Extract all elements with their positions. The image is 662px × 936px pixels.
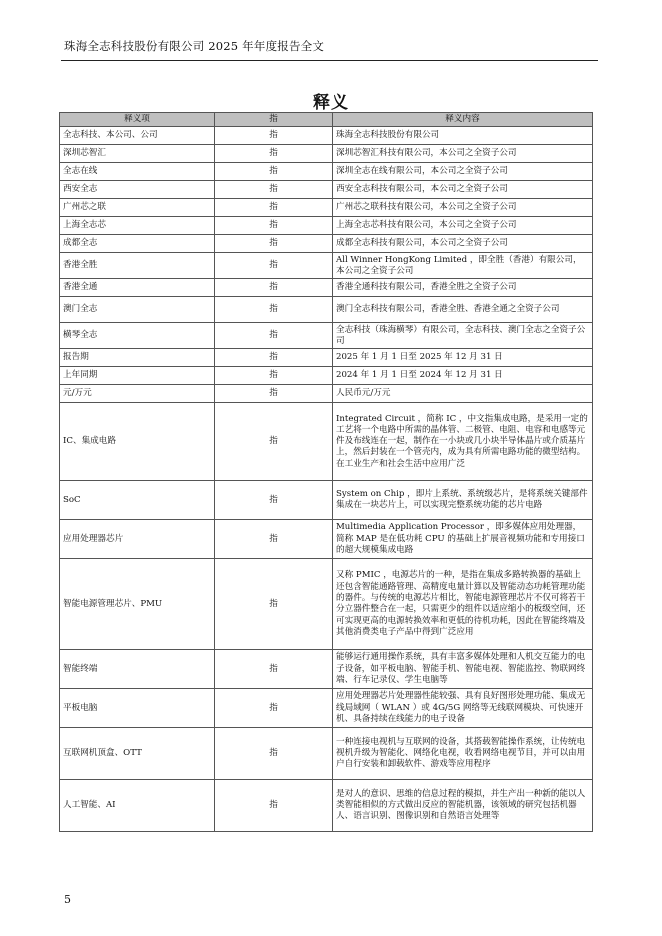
header-divider bbox=[61, 60, 598, 61]
term-cell: 智能终端 bbox=[60, 650, 215, 689]
refers-cell: 指 bbox=[215, 367, 333, 385]
term-cell: 深圳芯智汇 bbox=[60, 145, 215, 163]
header-refers: 指 bbox=[215, 113, 333, 127]
page-title: 释义 bbox=[313, 93, 349, 113]
table-row bbox=[60, 780, 593, 832]
table-row bbox=[60, 323, 593, 349]
definition-cell: 能够运行通用操作系统，具有丰富多媒体处理和人机交互能力的电子设备，如平板电脑、智能手机、智能电视、智能监控、物联网终端、行车记录仪、学生电脑等 bbox=[333, 650, 593, 689]
definition-cell: Integrated Circuit ，简称 IC ，中文指集成电路，是采用一定的工艺将一个电路中所需的晶体管、二极管、电阻、电容和电感等元件及布线连在一起，制作在一小块或几小块半导体晶片或介质基片上，然后封装在一个管壳内，成为具有所需电路功能的微型结构。在工业生产和社会生活中应用广泛 bbox=[333, 403, 593, 481]
term-cell: SoC bbox=[60, 481, 215, 520]
table-row bbox=[60, 199, 593, 217]
term-cell: IC、集成电路 bbox=[60, 403, 215, 481]
definition-cell: 深圳全志在线有限公司，本公司之全资子公司 bbox=[333, 163, 593, 181]
table-row bbox=[60, 403, 593, 481]
definition-cell: 2025 年 1 月 1 日至 2025 年 12 月 31 日 bbox=[333, 349, 593, 367]
definition-cell: 全志科技（珠海横琴）有限公司，全志科技、澳门全志之全资子公司 bbox=[333, 323, 593, 349]
term-cell: 平板电脑 bbox=[60, 689, 215, 728]
term-cell: 上年同期 bbox=[60, 367, 215, 385]
term-cell: 广州芯之联 bbox=[60, 199, 215, 217]
refers-cell: 指 bbox=[215, 385, 333, 403]
refers-cell: 指 bbox=[215, 297, 333, 323]
refers-cell: 指 bbox=[215, 520, 333, 559]
header-term: 释义项 bbox=[60, 113, 215, 127]
table-row bbox=[60, 367, 593, 385]
refers-cell: 指 bbox=[215, 349, 333, 367]
table-row bbox=[60, 279, 593, 297]
table-row bbox=[60, 253, 593, 279]
definition-cell: 应用处理器芯片处理器性能较强、具有良好图形处理功能、集成无线局域网（ WLAN ）或 4G/5G 网络等无线联网模块、可快速开机、具备持续在线能力的电子设备 bbox=[333, 689, 593, 728]
definition-cell: 又称 PMIC ，电源芯片的一种，是指在集成多路转换器的基础上还包含智能通路管理、高精度电量计算以及智能动态功耗管理功能的器件。与传统的电源芯片相比，智能电源管理芯片不仅可将若干分立器件整合在一起，只需更少的组件以适应缩小的板级空间，还可实现更高的电源转换效率和更低的待机功耗，因此在智能终端及其他消费类电子产品中得到广泛应用 bbox=[333, 559, 593, 650]
term-cell: 人工智能、AI bbox=[60, 780, 215, 832]
definition-cell: 珠海全志科技股份有限公司 bbox=[333, 127, 593, 145]
table-row bbox=[60, 385, 593, 403]
definition-cell: 澳门全志科技有限公司，香港全胜、香港全通之全资子公司 bbox=[333, 297, 593, 323]
definition-cell: Multimedia Application Processor ，即多媒体应用处理器，简称 MAP 是在低功耗 CPU 的基础上扩展音视频功能和专用接口的超大规模集成电路 bbox=[333, 520, 593, 559]
table-row bbox=[60, 481, 593, 520]
term-cell: 全志科技、本公司、公司 bbox=[60, 127, 215, 145]
term-cell: 互联网机顶盒、OTT bbox=[60, 728, 215, 780]
term-cell: 应用处理器芯片 bbox=[60, 520, 215, 559]
table-row bbox=[60, 689, 593, 728]
term-cell: 上海全志芯 bbox=[60, 217, 215, 235]
refers-cell: 指 bbox=[215, 279, 333, 297]
table-row bbox=[60, 297, 593, 323]
table-row bbox=[60, 217, 593, 235]
refers-cell: 指 bbox=[215, 403, 333, 481]
term-cell: 澳门全志 bbox=[60, 297, 215, 323]
refers-cell: 指 bbox=[215, 127, 333, 145]
definition-cell: 上海全志芯科技有限公司，本公司之全资子公司 bbox=[333, 217, 593, 235]
definition-cell: 人民币元/万元 bbox=[333, 385, 593, 403]
table-row bbox=[60, 650, 593, 689]
table-row bbox=[60, 349, 593, 367]
table-row bbox=[60, 235, 593, 253]
term-cell: 报告期 bbox=[60, 349, 215, 367]
report-header: 珠海全志科技股份有限公司 2025 年年度报告全文 bbox=[64, 39, 325, 53]
refers-cell: 指 bbox=[215, 163, 333, 181]
table-row bbox=[60, 520, 593, 559]
refers-cell: 指 bbox=[215, 253, 333, 279]
table-row bbox=[60, 559, 593, 650]
term-cell: 香港全通 bbox=[60, 279, 215, 297]
table-header-row bbox=[60, 113, 593, 127]
definition-cell: 广州芯之联科技有限公司，本公司之全资子公司 bbox=[333, 199, 593, 217]
definitions-table bbox=[59, 112, 593, 832]
refers-cell: 指 bbox=[215, 481, 333, 520]
definition-cell: All Winner HongKong Limited ，即全胜（香港）有限公司，本公司之全资子公司 bbox=[333, 253, 593, 279]
refers-cell: 指 bbox=[215, 199, 333, 217]
definition-cell: 成都全志科技有限公司，本公司之全资子公司 bbox=[333, 235, 593, 253]
term-cell: 全志在线 bbox=[60, 163, 215, 181]
refers-cell: 指 bbox=[215, 780, 333, 832]
refers-cell: 指 bbox=[215, 217, 333, 235]
definition-cell: 2024 年 1 月 1 日至 2024 年 12 月 31 日 bbox=[333, 367, 593, 385]
term-cell: 智能电源管理芯片、PMU bbox=[60, 559, 215, 650]
table-row bbox=[60, 163, 593, 181]
definition-cell: 西安全志科技有限公司，本公司之全资子公司 bbox=[333, 181, 593, 199]
header-definition: 释义内容 bbox=[333, 113, 593, 127]
refers-cell: 指 bbox=[215, 559, 333, 650]
refers-cell: 指 bbox=[215, 235, 333, 253]
term-cell: 香港全胜 bbox=[60, 253, 215, 279]
refers-cell: 指 bbox=[215, 181, 333, 199]
refers-cell: 指 bbox=[215, 689, 333, 728]
definition-cell: 一种连接电视机与互联网的设备，其搭载智能操作系统，让传统电视机升级为智能化、网络化电视，收看网络电视节目，并可以由用户自行安装和卸载软件、游戏等应用程序 bbox=[333, 728, 593, 780]
refers-cell: 指 bbox=[215, 145, 333, 163]
refers-cell: 指 bbox=[215, 323, 333, 349]
table-row bbox=[60, 145, 593, 163]
definition-cell: 深圳芯智汇科技有限公司，本公司之全资子公司 bbox=[333, 145, 593, 163]
refers-cell: 指 bbox=[215, 650, 333, 689]
term-cell: 元/万元 bbox=[60, 385, 215, 403]
definition-cell: 香港全通科技有限公司，香港全胜之全资子公司 bbox=[333, 279, 593, 297]
table-row bbox=[60, 181, 593, 199]
term-cell: 西安全志 bbox=[60, 181, 215, 199]
definition-cell: System on Chip ，即片上系统、系统级芯片，是将系统关键部件集成在一块芯片上，可以实现完整系统功能的芯片电路 bbox=[333, 481, 593, 520]
table-row bbox=[60, 127, 593, 145]
term-cell: 横琴全志 bbox=[60, 323, 215, 349]
refers-cell: 指 bbox=[215, 728, 333, 780]
definition-cell: 是对人的意识、思维的信息过程的模拟，并生产出一种新的能以人类智能相似的方式做出反应的智能机器，该领域的研究包括机器人、语言识别、图像识别和自然语言处理等 bbox=[333, 780, 593, 832]
table-row bbox=[60, 728, 593, 780]
term-cell: 成都全志 bbox=[60, 235, 215, 253]
page-number: 5 bbox=[64, 893, 71, 906]
